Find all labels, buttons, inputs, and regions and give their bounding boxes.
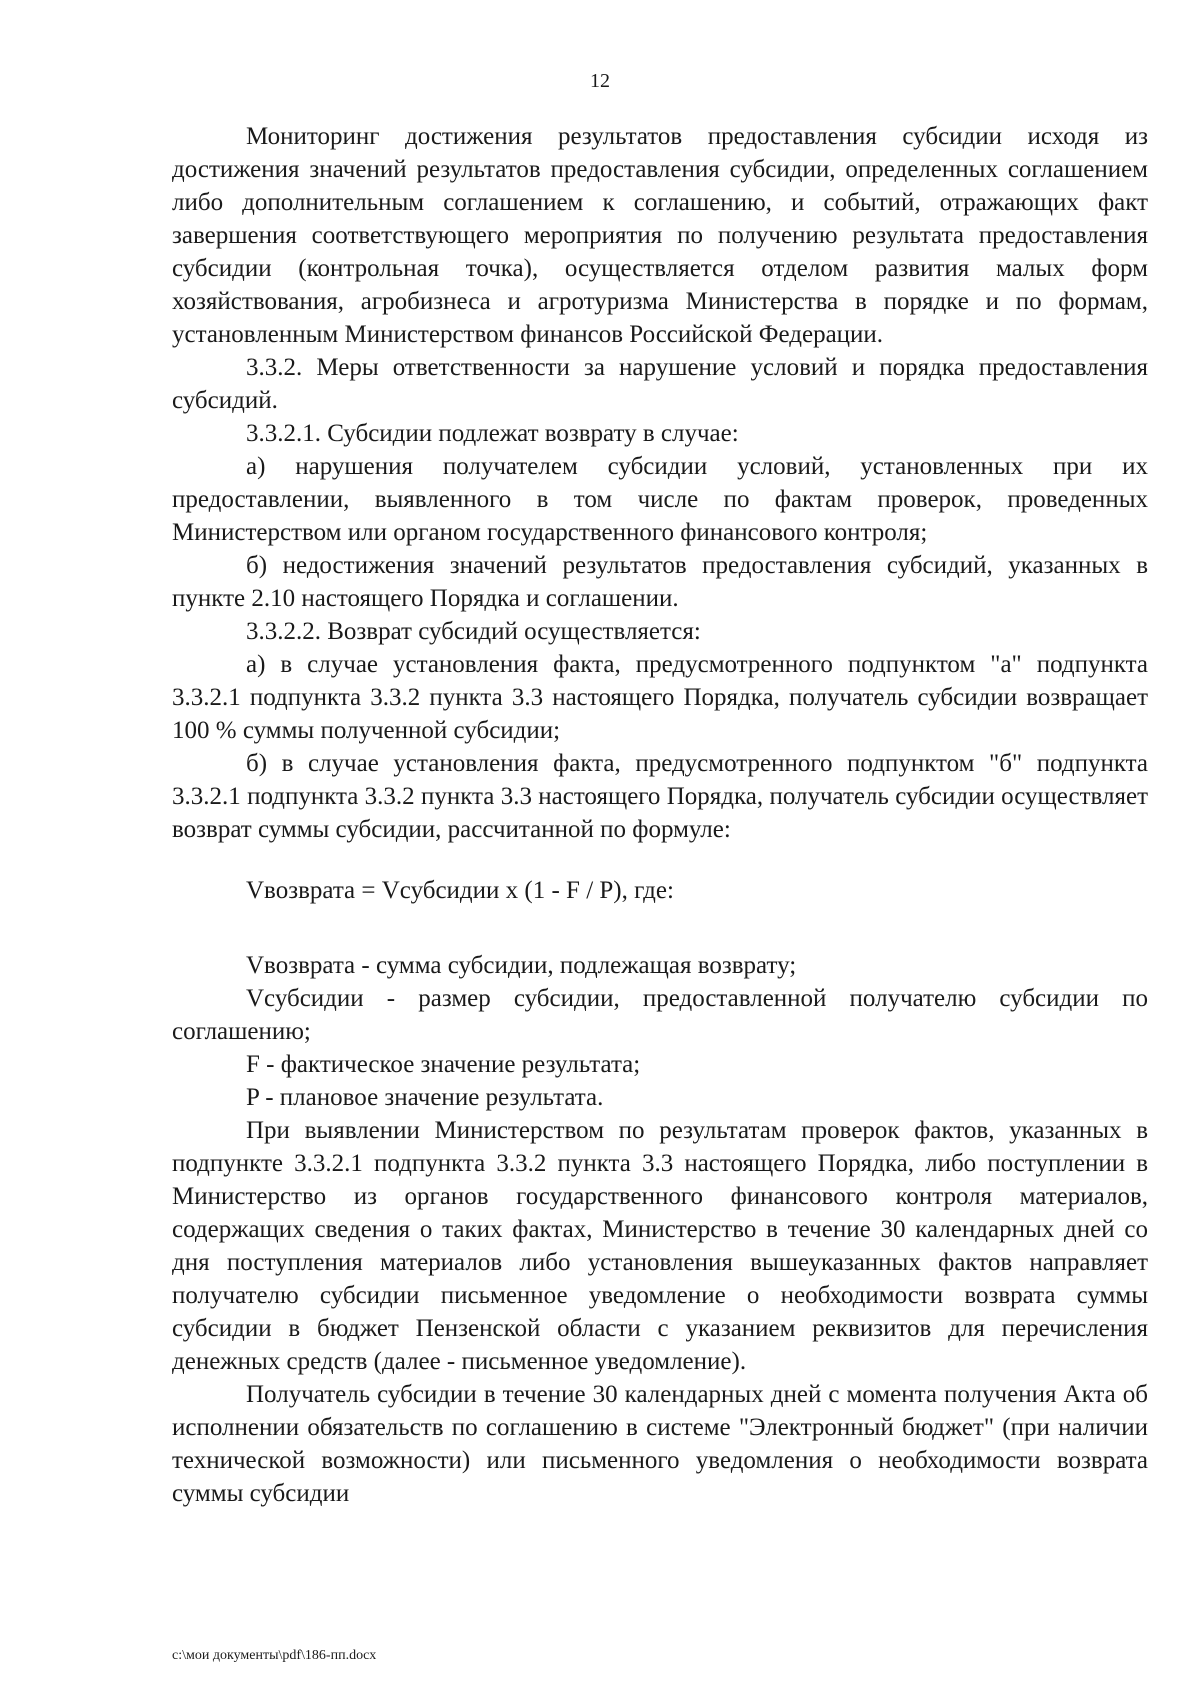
- paragraph-case-b: б) недостижения значений результатов предоставления субсидий, указанных в пункте 2.10 настоящего Порядка и соглашении.: [172, 552, 1148, 612]
- paragraph-recipient-obligation: Получатель субсидии в течение 30 календарных дней с момента получения Акта об исполнении обязательств по соглашению в системе "Электронный бюджет" (при наличии технической возможности) или письменного уведомления о необходимости возврата суммы субсидии: [172, 1381, 1148, 1507]
- definition-v-subsidy: Vсубсидии - размер субсидии, предоставленной получателю субсидии по соглашению;: [172, 985, 1148, 1045]
- paragraph-responsibility-measures: 3.3.2. Меры ответственности за нарушение условий и порядка предоставления субсидий.: [172, 354, 1148, 414]
- definition-p: P - плановое значение результата.: [246, 1084, 604, 1111]
- footer-file-path: c:\мои документы\pdf\186-пп.docx: [172, 1648, 377, 1663]
- document-body: [172, 120, 1148, 1510]
- paragraph-refund-cases: 3.3.2.1. Субсидии подлежат возврату в случае:: [246, 420, 739, 447]
- paragraph-monitoring: Мониторинг достижения результатов предоставления субсидии исходя из достижения значений результатов предоставления субсидии, определенных соглашением либо дополнительным соглашением к соглашению, и событий, отражающих факт завершения соответствующего мероприятия по получению результата предоставления субсидии (контрольная точка), осуществляется отделом развития малых форм хозяйствования, агробизнеса и агротуризма Министерства в порядке и по формам, установленным Министерством финансов Российской Федерации.: [172, 123, 1148, 348]
- page-number: 12: [590, 70, 610, 92]
- definition-v-refund: Vвозврата - сумма субсидии, подлежащая возврату;: [246, 952, 797, 979]
- paragraph-refund-b: б) в случае установления факта, предусмотренного подпунктом "б" подпункта 3.3.2.1 подпункта 3.3.2 пункта 3.3 настоящего Порядка, получатель субсидии осуществляет возврат суммы субсидии, рассчитанной по формуле:: [172, 750, 1148, 843]
- paragraph-case-a: а) нарушения получателем субсидии условий, установленных при их предоставлении, выявленного в том числе по фактам проверок, проведенных Министерством или органом государственного финансового контроля;: [172, 453, 1148, 546]
- paragraph-refund-a: а) в случае установления факта, предусмотренного подпунктом "а" подпункта 3.3.2.1 подпункта 3.3.2 пункта 3.3 настоящего Порядка, получатель субсидии возвращает 100 % суммы полученной субсидии;: [172, 651, 1148, 744]
- definition-f: F - фактическое значение результата;: [246, 1051, 641, 1078]
- refund-formula: Vвозврата = Vсубсидии x (1 - F / P), где:: [246, 877, 674, 904]
- paragraph-refund-procedure: 3.3.2.2. Возврат субсидий осуществляется:: [246, 618, 701, 645]
- paragraph-notification: При выявлении Министерством по результатам проверок фактов, указанных в подпункте 3.3.2.1 подпункта 3.3.2 пункта 3.3 настоящего Порядка, либо поступлении в Министерство из органов государственного финансового контроля материалов, содержащих сведения о таких фактах, Министерство в течение 30 календарных дней со дня поступления материалов либо установления вышеуказанных фактов направляет получателю субсидии письменное уведомление о необходимости возврата суммы субсидии в бюджет Пензенской области с указанием реквизитов для перечисления денежных средств (далее - письменное уведомление).: [172, 1117, 1148, 1375]
